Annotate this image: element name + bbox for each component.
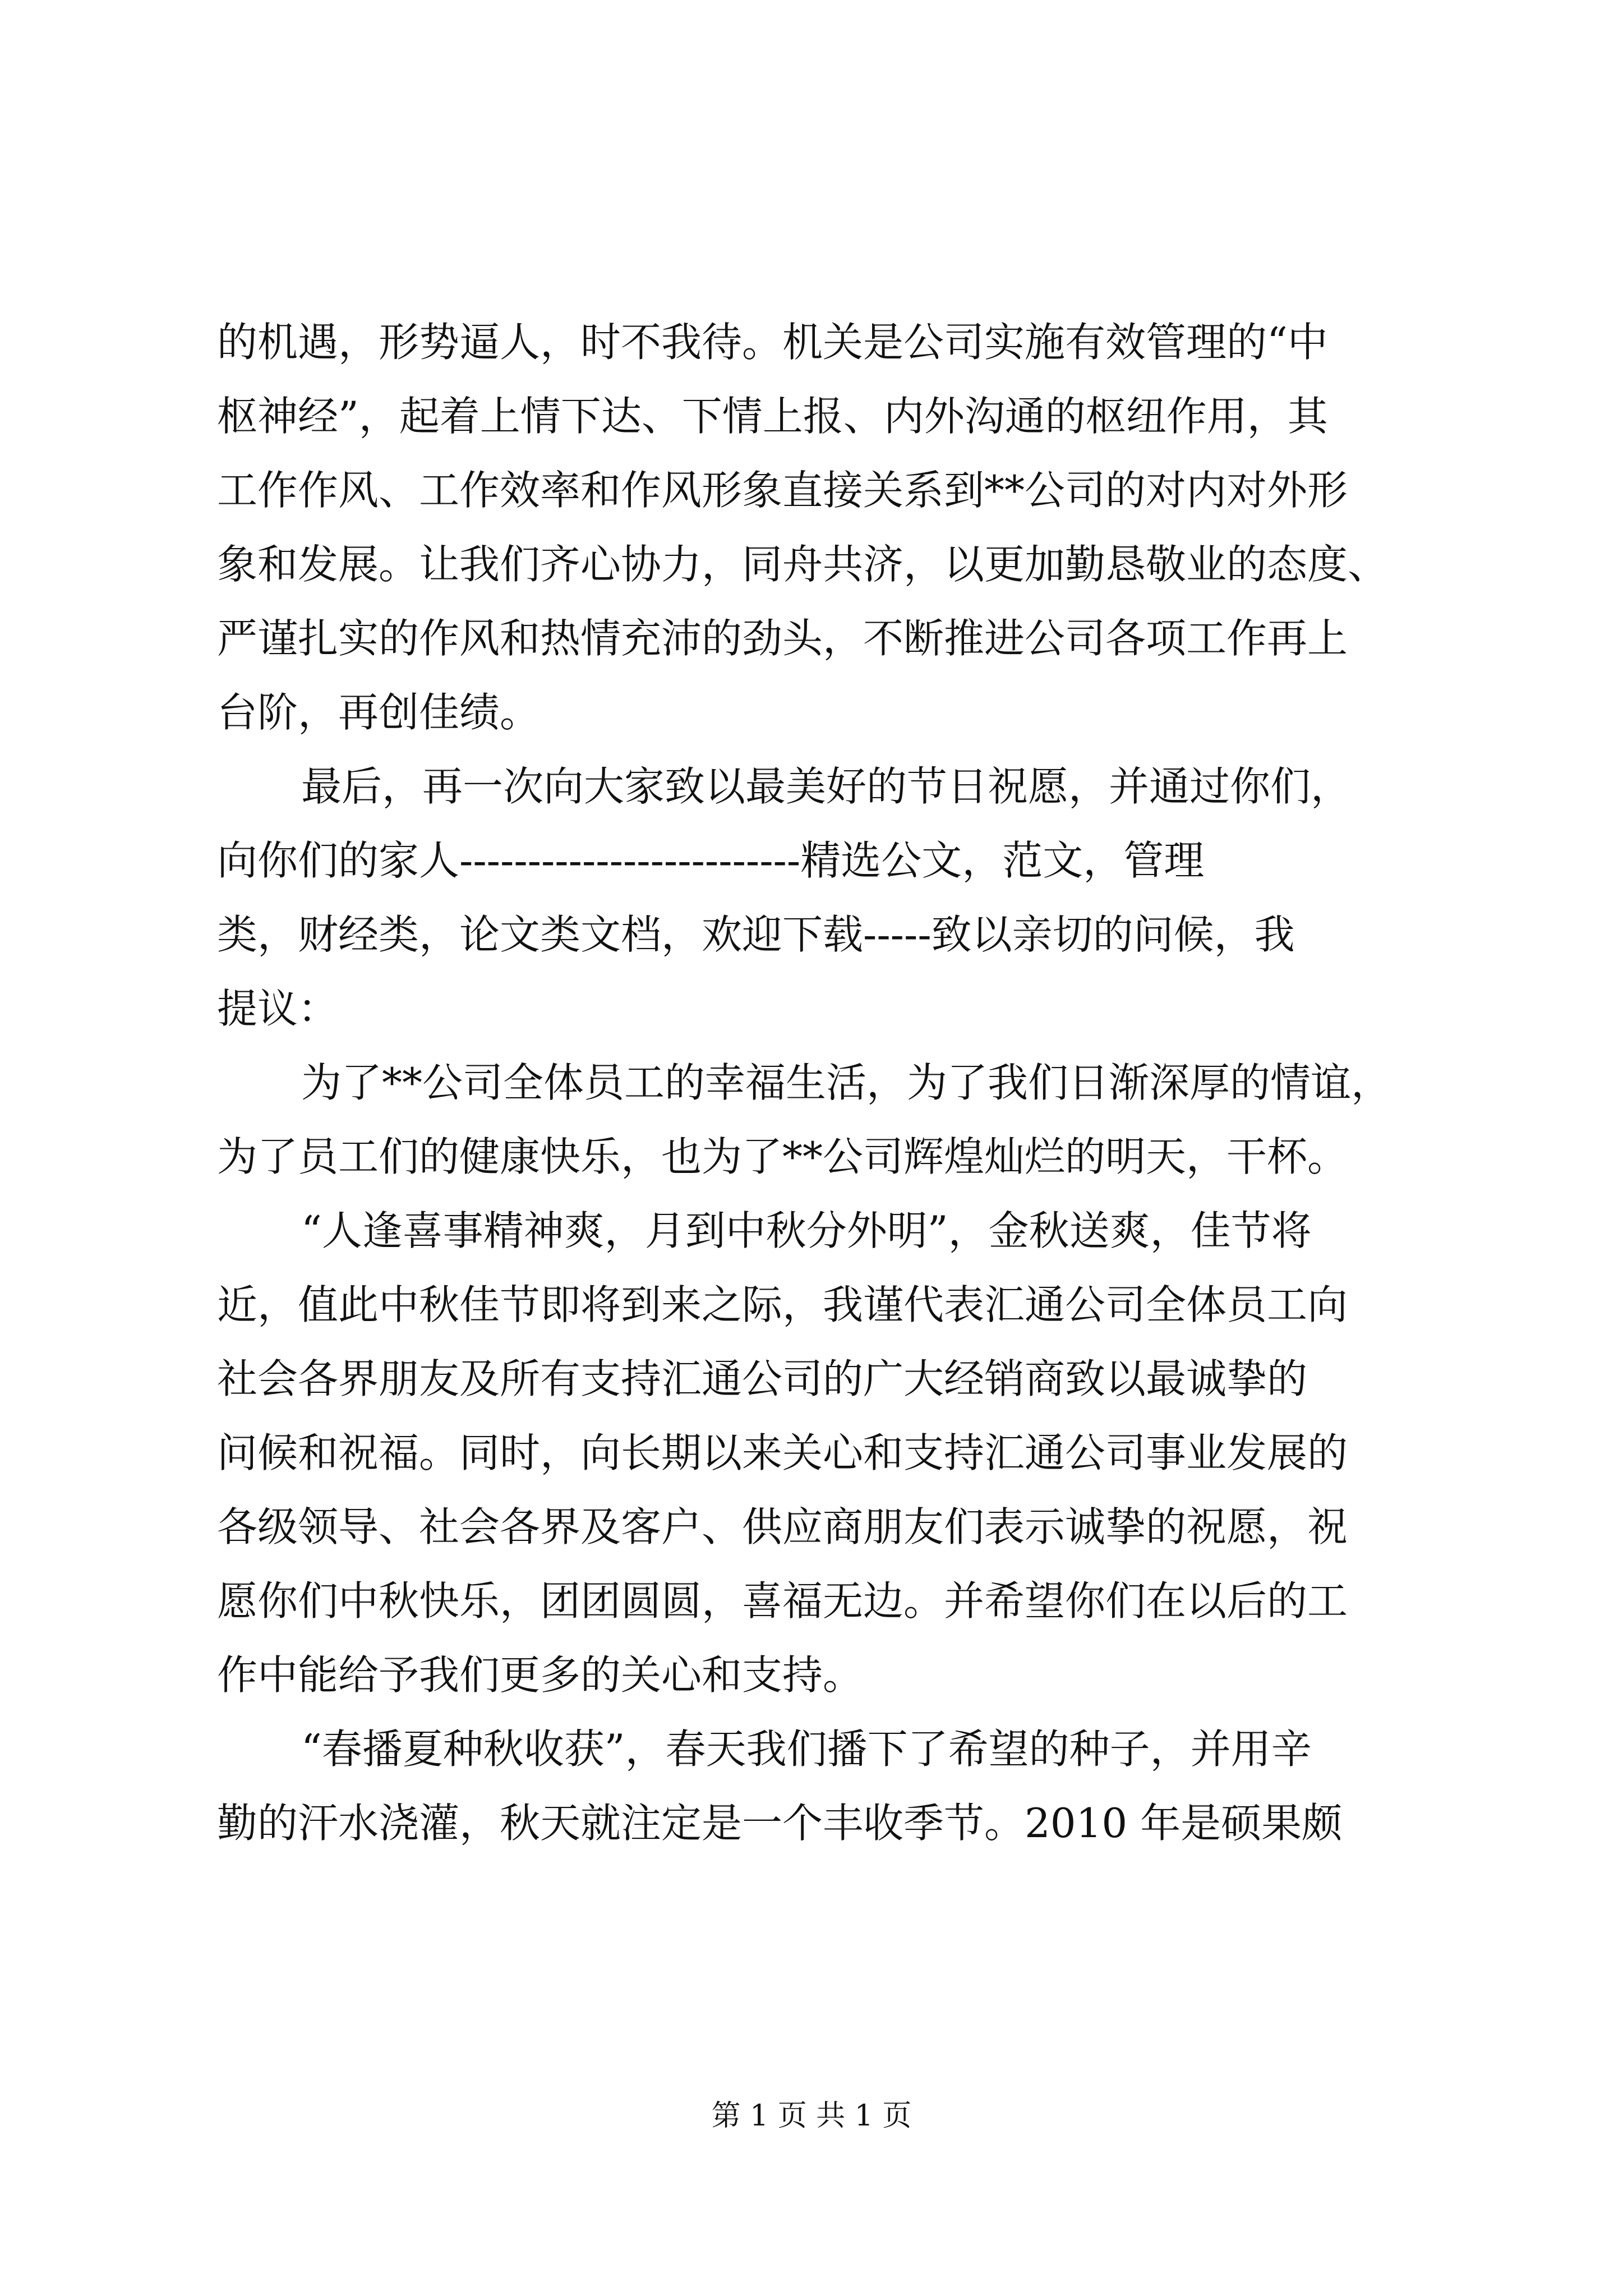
- body-line-12: 为了员工们的健康快乐，也为了**公司辉煌灿烂的明天，干杯。: [217, 1133, 1348, 1180]
- page-footer: 第 1 页 共 1 页: [711, 2099, 912, 2133]
- body-line-21: 勤的汗水浇灌，秋天就注定是一个丰收季节。2010 年是硕果颇: [217, 1800, 1343, 1847]
- body-line-1: 的机遇，形势逼人，时不我待。机关是公司实施有效管理的“中: [217, 319, 1328, 366]
- body-line-17: 各级领导、社会各界及客户、供应商朋友们表示诚挚的祝愿，祝: [217, 1503, 1348, 1550]
- body-line-5: 严谨扎实的作风和热情充沛的劲头，不断推进公司各项工作再上: [217, 615, 1348, 662]
- body-line-7: 最后，再一次向大家致以最美好的节日祝愿，并通过你们，: [301, 763, 1352, 810]
- body-line-3: 工作作风、工作效率和作风形象直接关系到**公司的对内对外形: [217, 467, 1348, 514]
- body-line-19: 作中能给予我们更多的关心和支持。: [217, 1651, 864, 1699]
- body-line-9: 类，财经类，论文类文档，欢迎下载-----致以亲切的问候，我: [217, 911, 1295, 958]
- body-line-16: 问候和祝福。同时，向长期以来关心和支持汇通公司事业发展的: [217, 1429, 1348, 1476]
- body-line-14: 近，值此中秋佳节即将到来之际，我谨代表汇通公司全体员工向: [217, 1281, 1348, 1328]
- body-line-8: 向你们的家人-------------------------精选公文，范文，管理: [217, 837, 1205, 884]
- body-line-4: 象和发展。让我们齐心协力，同舟共济，以更加勤恳敬业的态度、: [217, 541, 1389, 588]
- body-line-13: “人逢喜事精神爽，月到中秋分外明”，金秋送爽，佳节将: [301, 1207, 1312, 1254]
- body-line-11: 为了**公司全体员工的幸福生活，为了我们日渐深厚的情谊，: [301, 1059, 1392, 1106]
- body-line-2: 枢神经”，起着上情下达、下情上报、内外沟通的枢纽作用，其: [217, 393, 1328, 440]
- body-line-6: 台阶，再创佳绩。: [217, 689, 541, 736]
- body-line-20: “春播夏种秋收获”，春天我们播下了希望的种子，并用辛: [301, 1726, 1312, 1773]
- body-line-10: 提议：: [217, 985, 339, 1032]
- body-line-18: 愿你们中秋快乐，团团圆圆，喜福无边。并希望你们在以后的工: [217, 1577, 1348, 1625]
- body-line-15: 社会各界朋友及所有支持汇通公司的广大经销商致以最诚挚的: [217, 1355, 1308, 1402]
